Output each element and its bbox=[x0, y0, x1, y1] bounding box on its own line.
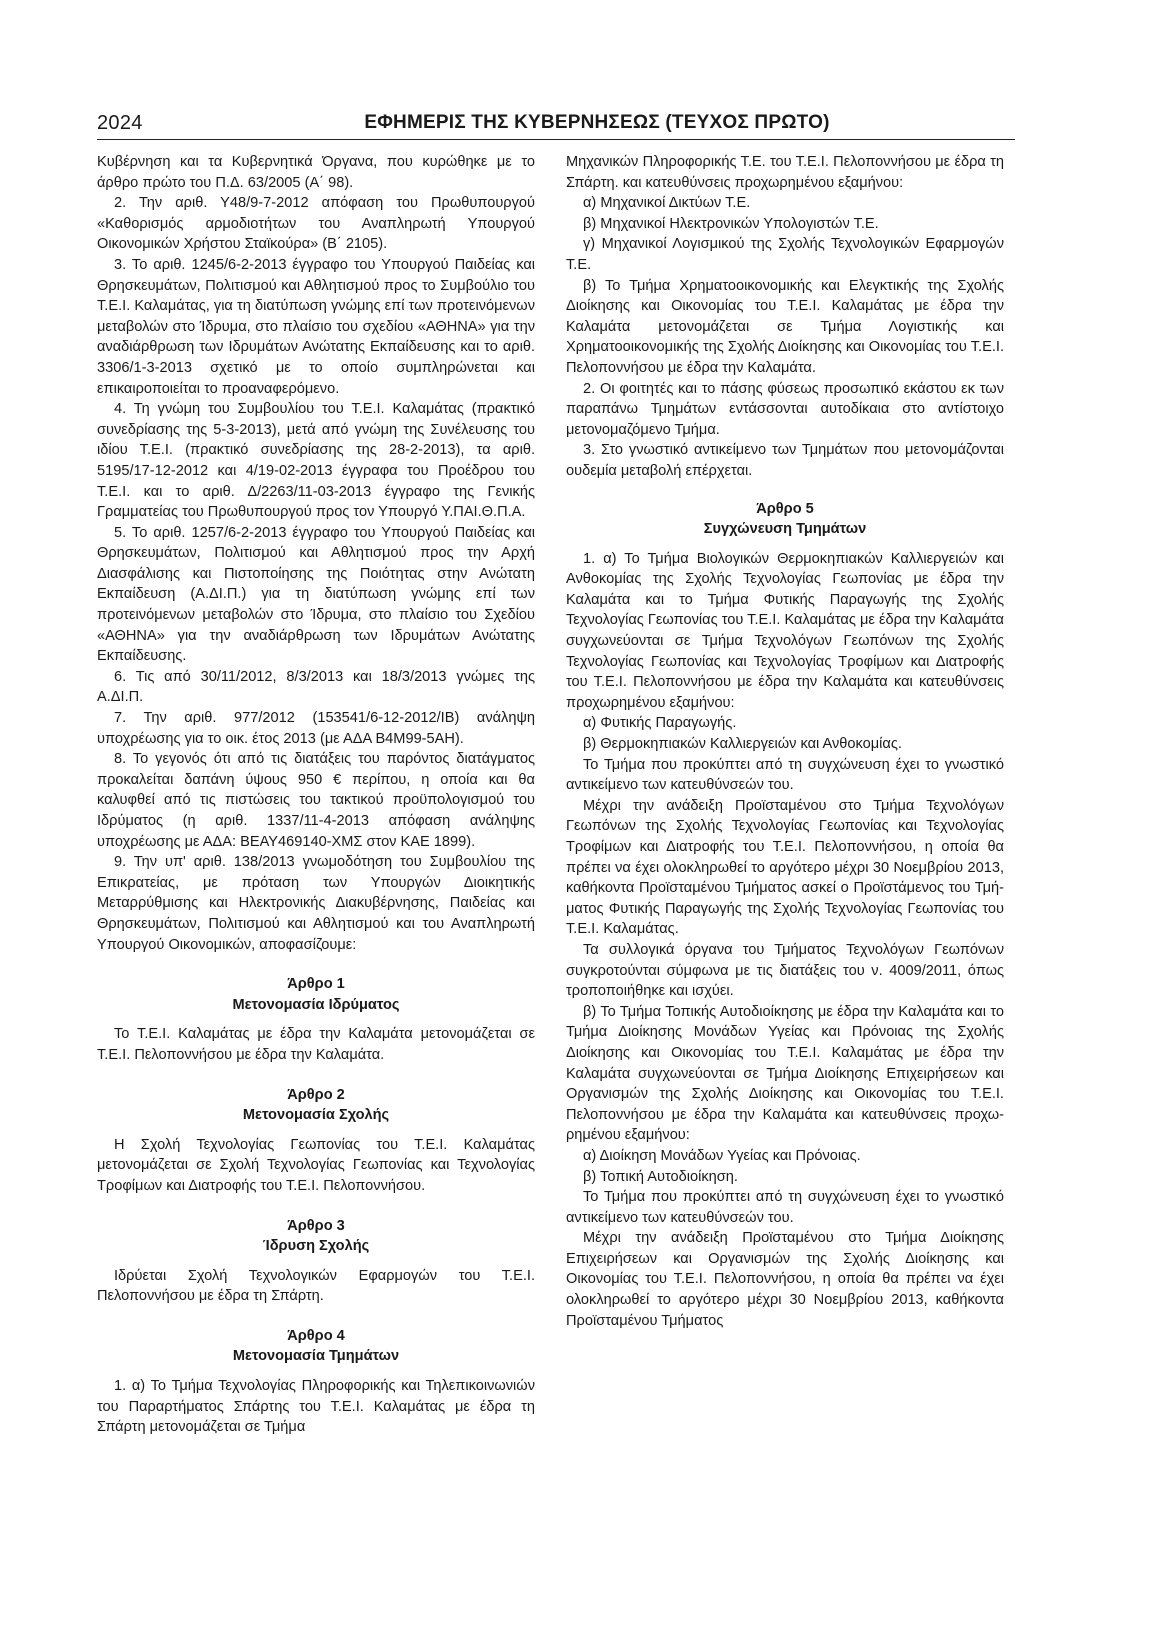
left-column bbox=[97, 152, 535, 1438]
page-number: 2024 bbox=[97, 112, 143, 134]
paragraph: 6. Τις από 30/11/2012, 8/3/2013 και 18/3/2013 γνώμες της Α.ΔΙ.Π. bbox=[97, 668, 535, 706]
article-number: Άρθρο 3 bbox=[287, 1217, 345, 1234]
paragraph: 9. Την υπ' αριθ. 138/2013 γνωμοδότηση του Συμβουλίου της Επικρατείας, με πρόταση των Υπουργών Διοικητικής Μεταρρύθμισης και Ηλεκτρονικής Διακυβέρνησης, Παιδείας και Θρησκευμάτων, Πολιτισμού και Αθλητισμού και του Αναπληρωτή Υπουργού Οικονομικών, αποφασίζουμε: bbox=[97, 854, 535, 953]
article-5-heading bbox=[566, 499, 1004, 540]
paragraph: Κυβέρνηση και τα Κυβερνητικά Όργανα, που κυρώθηκε με το άρθρο πρώτο του Π.Δ. 63/2005 (Α΄ 98). bbox=[97, 154, 535, 191]
paragraph: 4. Τη γνώμη του Συμβουλίου του Τ.Ε.Ι. Καλαμάτας (πρακτικό συνεδρίασης της 5-3-2013), μετά από γνώμη της Συνέλευσης του ιδίου Τ.Ε.Ι. (πρακτικό συνεδρίασης της 28-2-2013), τα αριθ. 5195/17-12-2012 και 4/19-02-2013 έγγραφα του Προέδρου του Τ.Ε.Ι. και το αριθ. Δ/2263/11-03-2013 έγγραφο της Γενικής Γραμματείας του Πρωθυπουργού προς τον Υπουργό Υ.ΠΑΙ.Θ.Π.Α. bbox=[97, 401, 535, 521]
paragraph: Ιδρύεται Σχολή Τεχνολογικών Εφαρμογών του Τ.Ε.Ι. Πελοποννήσου με έδρα τη Σπάρτη. bbox=[97, 1267, 535, 1305]
gazette-title: ΕΦΗΜΕΡΙΣ ΤΗΣ ΚΥΒΕΡΝΗΣΕΩΣ (ΤΕΥΧΟΣ ΠΡΩΤΟ) bbox=[364, 112, 830, 133]
paragraph: 5. Το αριθ. 1257/6-2-2013 έγγραφο του Υπουργού Παιδείας και Θρησκευμάτων, Πολιτισμού και Αθλητισμού προς την Αρχή Διασφάλισης και Πιστοποίησης της Ποιότητας στην Ανώτατη Εκπαίδευση (Α.ΔΙ.Π.) για τη διατύπωση γνώμης επί των προτεινόμενων μεταβολών στο Ίδρυμα, στο πλαίσιο του Σχεδίου «ΑΘΗΝΑ» για την αναδιάρθρωση των Ιδρυμάτων Ανώτατης Εκπαίδευσης. bbox=[97, 524, 535, 665]
article-number: Άρθρο 1 bbox=[287, 976, 345, 993]
paragraph: 3. Στο γνωστικό αντικείμενο των Τμημάτων που μετονομάζονται ουδεμία μεταβολή επέρχεται. bbox=[566, 442, 1004, 479]
paragraph: 2. Την αριθ. Υ48/9-7-2012 απόφαση του Πρωθυπουργού «Καθορισμός αρμοδιοτήτων του Αναπληρωτή Υπουργού Οικονομικών Χρήστου Σταϊκούρα» (Β΄ 2105). bbox=[97, 195, 535, 253]
paragraph: β) Θερμοκηπιακών Καλλιεργειών και Ανθοκομίας. bbox=[583, 736, 902, 753]
article-title: Μετονομασία Σχολής bbox=[242, 1107, 390, 1124]
paragraph: α) Μηχανικοί Δικτύων Τ.Ε. bbox=[583, 195, 751, 212]
paragraph: 3. Το αριθ. 1245/6-2-2013 έγγραφο του Υπουργού Παιδείας και Θρησκευμάτων, Πολιτισμού και Αθλητισμού προς το Συμβούλιο του Τ.Ε.Ι. Καλαμάτας, για τη διατύπωση γνώμης επί των προτεινόμενων μεταβολών στο Ίδρυμα, στο πλαίσιο του σχεδίου «ΑΘΗΝΑ» για την αναδιάρθρωση των Ιδρυμάτων Ανώτατης Εκπαίδευσης και το αριθ. 3306/1-3-2013 σχετικό με το οποίο συμπληρώνεται και επικαιροποιείται το προαναφερόμενο. bbox=[97, 256, 535, 397]
paragraph: α) Φυτικής Παραγωγής. bbox=[583, 715, 737, 732]
paragraph: 1. α) Το Τμήμα Βιολογικών Θερμοκηπιακών Καλλιεργειών και Ανθοκομίας της Σχολής Τεχνολογίας Γεωπονίας με έδρα την Καλαμάτα και το Τμήμα Φυτικής Παραγωγής της Σχολής Τεχνολογίας Γεωπονίας του Τ.Ε.Ι. Καλαμάτας με έδρα την Καλαμάτα συγχωνεύονται σε Τμήμα Τεχνολόγων Γεωπόνων της Σχολής Τεχνολογίας Γεωπονίας και Τεχνολογίας Τροφίμων και Διατροφής του Τ.Ε.Ι. Πελοποννήσου με έδρα την Καλαμάτα και κατευθύνσεις προχωρημένου εξαμήνου: bbox=[566, 550, 1004, 711]
article-title: Ίδρυση Σχολής bbox=[262, 1238, 370, 1255]
paragraph: Τα συλλογικά όργανα του Τμήματος Τεχνολόγων Γεωπόνων συγκροτούνται σύμφωνα με τις διατάξεις του ν. 4009/2011, όπως τροποποιήθηκε και ισχύει. bbox=[566, 941, 1004, 1000]
article-3-heading bbox=[97, 1216, 535, 1257]
paragraph: Η Σχολή Τεχνολογίας Γεωπονίας του Τ.Ε.Ι. Καλαμάτας μετονομάζεται σε Σχολή Τεχνολογίας Γεωπονίας και Τεχνολογίας Τροφίμων και Διατροφής του Τ.Ε.Ι. Πελοποννήσου. bbox=[97, 1136, 535, 1194]
paragraph: 7. Την αριθ. 977/2012 (153541/6-12-2012/ΙΒ) ανάληψη υποχρέωσης για το οικ. έτος 2013 (με ΑΔΑ Β4Μ99-5ΑΗ). bbox=[97, 710, 535, 747]
article-title: Μετονομασία Ιδρύματος bbox=[232, 996, 400, 1013]
paragraph: 8. Το γεγονός ότι από τις διατάξεις του παρόντος διατάγματος προκαλείται δαπάνη ύψους 950 € περίπου, η οποία και θα καλυφθεί από τις πιστώσεις του τακτικού προϋπολογισμού του Ιδρύματος (η αριθ. 1337/11-4-2013 απόφαση ανάληψης υποχρέωσης με ΑΔΑ: ΒΕΑΥ469140-ΧΜΣ στον ΚΑΕ 1899). bbox=[97, 751, 535, 850]
paragraph: Το Τμήμα που προκύπτει από τη συγχώνευση έχει το γνωστικό αντικείμενο των κατευθύνσεών του. bbox=[566, 1189, 1004, 1226]
header-divider bbox=[97, 139, 1015, 140]
paragraph: Μηχανικών Πληροφορικής Τ.Ε. του Τ.Ε.Ι. Πελοποννήσου με έδρα τη Σπάρτη. και κατευθύνσεις προχωρημένου εξαμήνου: bbox=[566, 154, 1004, 191]
article-4-heading bbox=[97, 1326, 535, 1367]
article-2-heading bbox=[97, 1085, 535, 1126]
paragraph: β) Το Τμήμα Χρηματοοικονομικής και Ελεγκτικής της Σχολής Διοίκησης και Οικονομίας του Τ.Ε.Ι. Καλαμάτας με έδρα την Καλαμάτα μετονομάζεται σε Τμήμα Λογιστικής και Χρηματοοικονομικής της Σχολής Διοίκησης και Οικονομίας του Τ.Ε.Ι. Πελοποννήσου με έδρα την Καλαμάτα. bbox=[566, 277, 1004, 376]
article-1-heading bbox=[97, 974, 535, 1015]
paragraph: β) Τοπική Αυτοδιοίκηση. bbox=[583, 1168, 738, 1185]
paragraph: 2. Οι φοιτητές και το πάσης φύσεως προσωπικό εκάστου εκ των παραπάνω Τμημάτων εντάσσονται αυτοδίκαια στο αντίστοιχο μετονομαζόμενο Τμήμα. bbox=[566, 380, 1004, 438]
paragraph: 1. α) Το Τμήμα Τεχνολογίας Πληροφορικής και Τηλεπικοινωνιών του Παραρτήματος Σπάρτης του Τ.Ε.Ι. Καλαμάτας με έδρα τη Σπάρτη μετονομάζεται σε Τμήμα bbox=[97, 1378, 535, 1436]
paragraph: Μέχρι την ανάδειξη Προϊσταμένου στο Τμήμα Τεχνολόγων Γεωπόνων της Σχολής Τεχνολογίας Γεωπονίας και Τεχνολογίας Τροφίμων και Διατροφής του Τ.Ε.Ι. Πελοποννήσου, η οποία θα πρέπει να έχει ολοκληρωθεί το αργότερο μέχρι 30 Νοεμβρίου 2013, καθήκοντα Προϊσταμένου Τμήματος ασκεί ο Προϊστάμενος του Τμήματος Φυτικής Παραγωγής της Σχολής Τεχνολογίας Γεωπονίας του Τ.Ε.Ι. Καλαμάτας. bbox=[566, 797, 1004, 938]
paragraph: γ) Μηχανικοί Λογισμικού της Σχολής Τεχνολογικών Εφαρμογών Τ.Ε. bbox=[566, 236, 1004, 273]
right-column bbox=[566, 152, 1004, 1331]
article-number: Άρθρο 5 bbox=[756, 500, 814, 517]
article-title: Μετονομασία Τμημάτων bbox=[232, 1348, 400, 1365]
page-header bbox=[97, 112, 1015, 136]
paragraph: α) Διοίκηση Μονάδων Υγείας και Πρόνοιας. bbox=[583, 1147, 861, 1164]
article-title: Συγχώνευση Τμημάτων bbox=[703, 521, 867, 538]
paragraph: Μέχρι την ανάδειξη Προϊσταμένου στο Τμήμα Διοίκησης Επιχειρήσεων και Οργανισμών της Σχολής Διοίκησης και Οικονομίας του Τ.Ε.Ι. Πελοποννήσου, η οποία θα πρέπει να έχει ολοκληρωθεί το αργότερο μέχρι 30 Νοεμβρίου 2013, καθήκοντα Προϊσταμένου Τμήματος bbox=[566, 1230, 1004, 1329]
paragraph: Το Τ.Ε.Ι. Καλαμάτας με έδρα την Καλαμάτα μετονομάζεται σε Τ.Ε.Ι. Πελοποννήσου με έδρα την Καλαμάτα. bbox=[97, 1026, 535, 1063]
paragraph: Το Τμήμα που προκύπτει από τη συγχώνευση έχει το γνωστικό αντικείμενο των κατευθύνσεών του. bbox=[566, 756, 1004, 794]
article-number: Άρθρο 4 bbox=[287, 1327, 345, 1344]
paragraph: β) Μηχανικοί Ηλεκτρονικών Υπολογιστών Τ.Ε. bbox=[583, 215, 879, 232]
paragraph: β) Το Τμήμα Τοπικής Αυτοδιοίκησης με έδρα την Καλαμάτα και το Τμήμα Διοίκησης Μονάδων Υγείας και Πρόνοιας της Σχολής Διοίκησης και Οικονομίας του Τ.Ε.Ι. Καλαμάτας με έδρα την Καλαμάτα συγχωνεύονται σε Τμήμα Διοίκησης Επιχειρήσεων και Οργανισμών της Σχολής Διοίκησης και Οικονομίας του Τ.Ε.Ι. Πελοποννήσου με έδρα την Καλαμάτα και κατευθύνσεις προχωρημένου εξαμήνου: bbox=[566, 1003, 1004, 1144]
article-number: Άρθρο 2 bbox=[287, 1086, 345, 1103]
